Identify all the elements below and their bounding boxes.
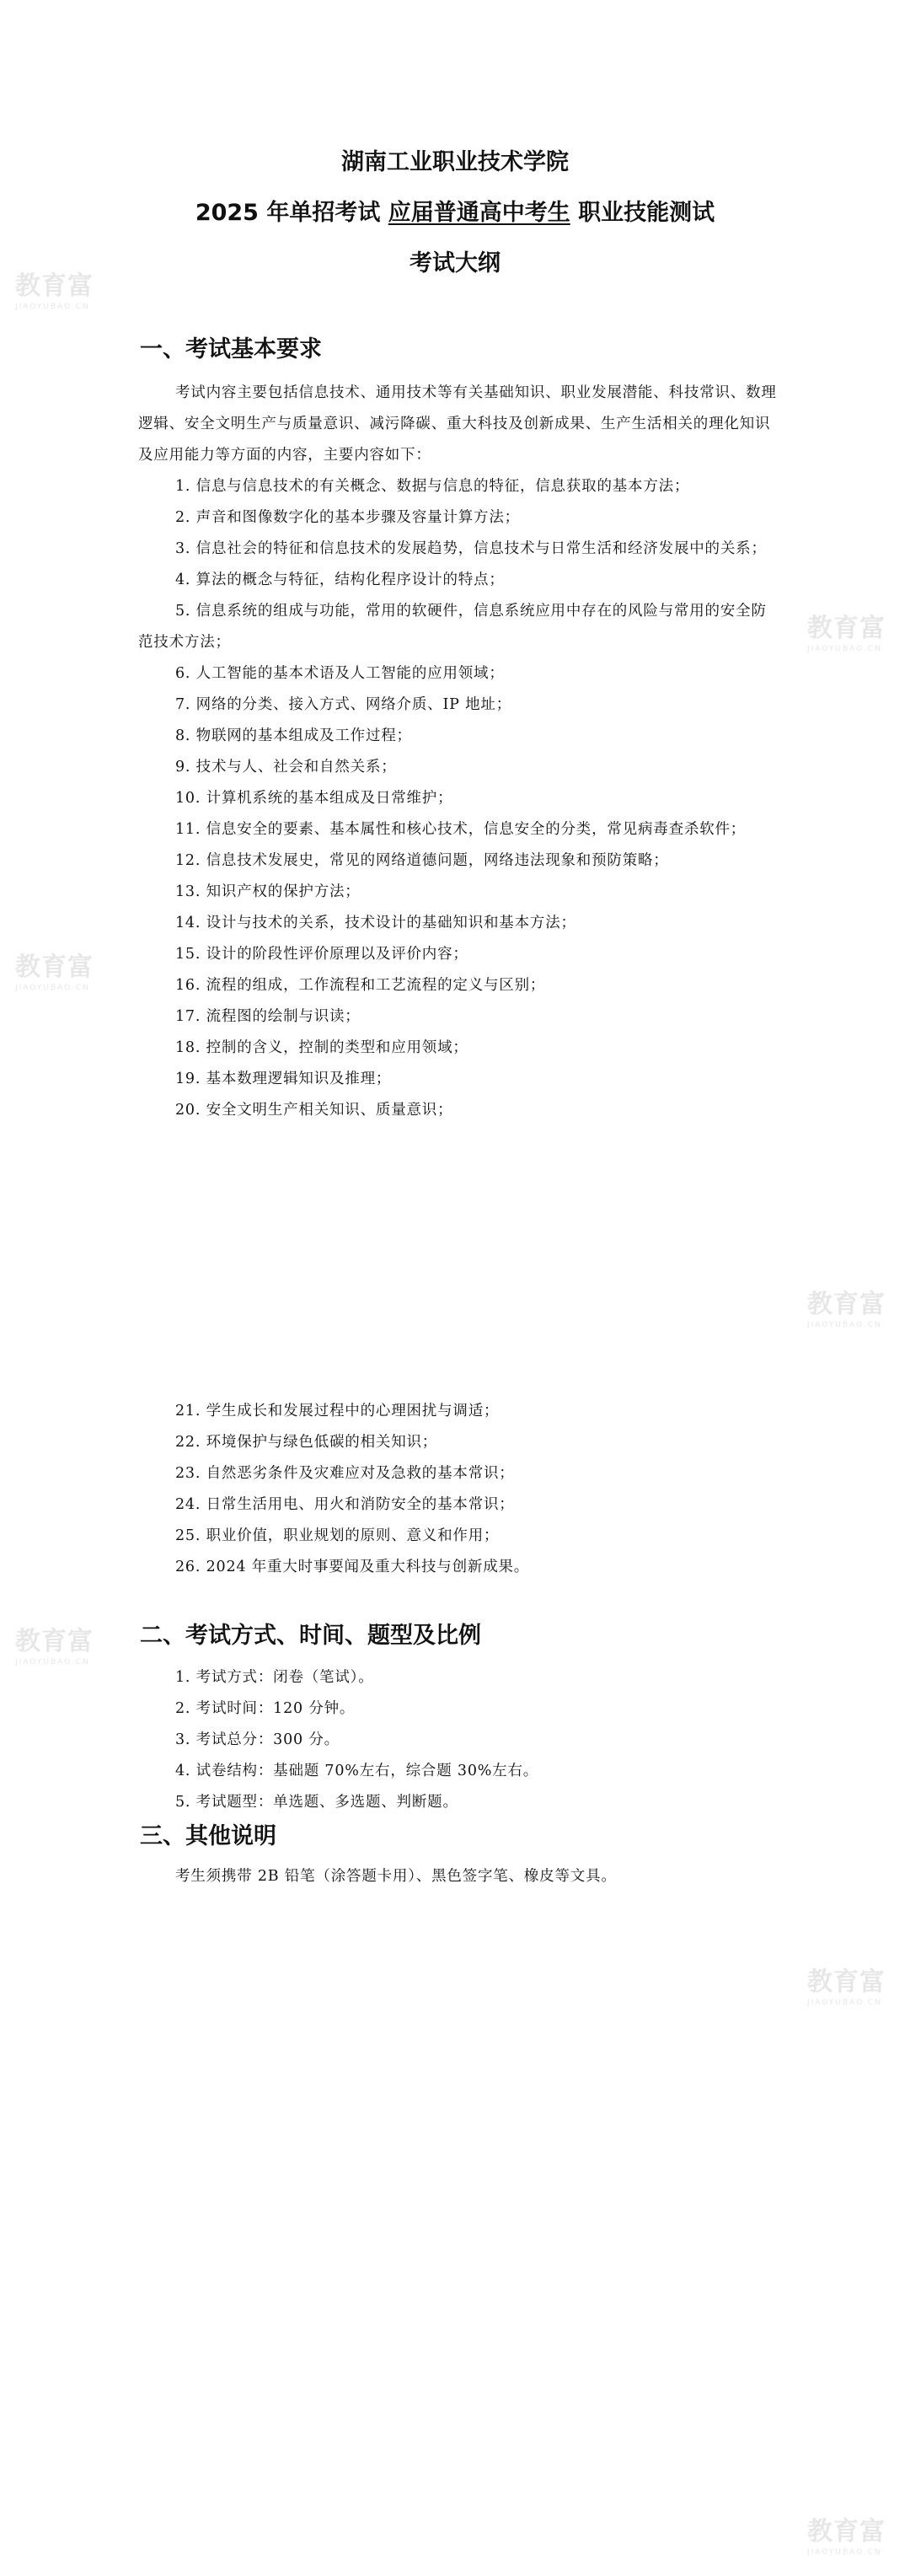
list-item: 19. 基本数理逻辑知识及推理；: [175, 1071, 392, 1087]
list-item: 25. 职业价值，职业规划的原则、意义和作用；: [175, 1527, 500, 1544]
exam-subtitle: 考试大纲: [410, 250, 500, 276]
list-item: 20. 安全文明生产相关知识、质量意识；: [175, 1102, 453, 1119]
watermark-subtext: JIAOYUBAO.CN: [807, 1999, 882, 2007]
list-item: 13. 知识产权的保护方法；: [175, 883, 361, 900]
watermark-text: 教育富: [15, 271, 94, 301]
watermark-subtext: JIAOYUBAO.CN: [15, 1658, 90, 1666]
watermark-logo: [807, 1967, 902, 2018]
exam-title-prefix: 2025 年单招考试: [195, 200, 381, 226]
list-item: 16. 流程的组成，工作流程和工艺流程的定义与区别；: [175, 977, 546, 994]
list-item: 5. 考试题型：单选题、多选题、判断题。: [175, 1794, 458, 1811]
section-2-body: [138, 1662, 779, 1818]
section-1-body: [138, 378, 779, 1126]
list-item: 17. 流程图的绘制与识读；: [175, 1008, 361, 1025]
list-item: 2. 声音和图像数字化的基本步骤及容量计算方法；: [175, 509, 520, 526]
watermark-logo: [15, 271, 110, 322]
list-item: 2. 考试时间：120 分钟。: [175, 1700, 356, 1717]
watermark-text: 教育富: [807, 1967, 886, 1997]
list-item: 18. 控制的含义，控制的类型和应用领域；: [175, 1039, 468, 1056]
watermark-subtext: JIAOYUBAO.CN: [15, 984, 90, 992]
section-1-intro: 考试内容主要包括信息技术、通用技术等有关基础知识、职业发展潜能、科技常识、数理逻辑、安全文明生产与质量意识、减污降碳、重大科技及创新成果、生产生活相关的理化知识及应用能力等方面的内容，主要内容如下：: [138, 384, 777, 464]
watermark-text: 教育富: [15, 953, 94, 982]
list-item: 24. 日常生活用电、用火和消防安全的基本常识；: [175, 1496, 515, 1513]
list-item: 5. 信息系统的组成与功能，常用的软硬件，信息系统应用中存在的风险与常用的安全防范技术方法；: [138, 603, 767, 651]
watermark-text: 教育富: [807, 1290, 886, 1319]
section-3-body: [138, 1861, 779, 1892]
list-item: 4. 试卷结构：基础题 70%左右，综合题 30%左右。: [175, 1763, 539, 1779]
exam-title-suffix: 职业技能测试: [578, 200, 715, 226]
watermark-logo: [807, 2517, 902, 2568]
watermark-subtext: JIAOYUBAO.CN: [807, 2548, 882, 2557]
list-item: 7. 网络的分类、接入方式、网络介质、IP 地址；: [175, 696, 512, 713]
watermark-text: 教育富: [807, 614, 886, 643]
watermark-logo: [15, 1627, 110, 1677]
list-item: 11. 信息安全的要素、基本属性和核心技术，信息安全的分类，常见病毒查杀软件；: [175, 821, 747, 838]
list-item: 22. 环境保护与绿色低碳的相关知识；: [175, 1434, 438, 1451]
list-item: 3. 信息社会的特征和信息技术的发展趋势，信息技术与日常生活和经济发展中的关系；: [175, 540, 767, 557]
list-item: 14. 设计与技术的关系，技术设计的基础知识和基本方法；: [175, 915, 576, 931]
list-item: 21. 学生成长和发展过程中的心理困扰与调适；: [175, 1403, 500, 1419]
list-item: 4. 算法的概念与特征，结构化程序设计的特点；: [175, 572, 505, 588]
list-item: 12. 信息技术发展史，常见的网络道德问题，网络违法现象和预防策略；: [175, 852, 669, 869]
section-3-heading: 三、其他说明: [140, 1823, 276, 1849]
section-2-heading: 二、考试方式、时间、题型及比例: [140, 1623, 481, 1649]
section-1-heading: 一、考试基本要求: [140, 336, 322, 362]
list-item: 10. 计算机系统的基本组成及日常维护；: [175, 790, 453, 807]
list-item: 23. 自然恶劣条件及灾难应对及急救的基本常识；: [175, 1465, 515, 1482]
list-item: 15. 设计的阶段性评价原理以及评价内容；: [175, 946, 468, 963]
watermark-subtext: JIAOYUBAO.CN: [807, 1321, 882, 1329]
watermark-logo: [807, 614, 902, 664]
list-item: 9. 技术与人、社会和自然关系；: [175, 759, 397, 775]
watermark-logo: [15, 953, 110, 1003]
list-item: 1. 信息与信息技术的有关概念、数据与信息的特征，信息获取的基本方法；: [175, 478, 690, 495]
list-item: 6. 人工智能的基本术语及人工智能的应用领域；: [175, 665, 505, 682]
list-item: 3. 考试总分：300 分。: [175, 1731, 340, 1748]
exam-title-candidate-type: 应届普通高中考生: [388, 200, 570, 226]
watermark-logo: [807, 1290, 902, 1340]
watermark-subtext: JIAOYUBAO.CN: [15, 303, 90, 311]
school-name: 湖南工业职业技术学院: [341, 149, 569, 175]
section-3-text: 考生须携带 2B 铅笔（涂答题卡用）、黑色签字笔、橡皮等文具。: [175, 1868, 617, 1885]
watermark-text: 教育富: [15, 1627, 94, 1656]
exam-title: [0, 199, 910, 228]
list-item: 8. 物联网的基本组成及工作过程；: [175, 727, 412, 744]
list-item: 26. 2024 年重大时事要闻及重大科技与创新成果。: [175, 1559, 530, 1575]
section-1-body-continued: [138, 1396, 779, 1583]
watermark-subtext: JIAOYUBAO.CN: [807, 645, 882, 653]
watermark-text: 教育富: [807, 2517, 886, 2546]
list-item: 1. 考试方式：闭卷（笔试）。: [175, 1669, 374, 1686]
